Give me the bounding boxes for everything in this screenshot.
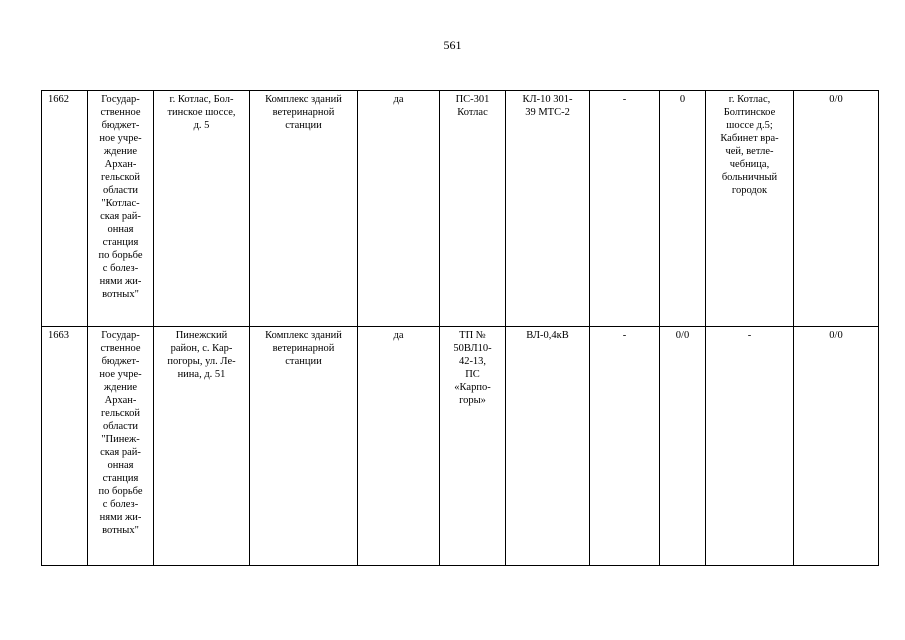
cell-location — [706, 327, 794, 566]
cell-organization — [88, 327, 154, 566]
cell-text-line: Архан- — [104, 395, 137, 406]
cell-text-line: тинское шоссе, — [167, 107, 236, 118]
cell-text-line: с болез- — [102, 499, 139, 510]
cell-text-line: гельской — [101, 408, 140, 419]
cell-text-line: ственное — [100, 107, 141, 118]
cell-address — [154, 327, 250, 566]
cell-text-line: области — [102, 421, 139, 432]
cell-text-line: по борьбе — [98, 486, 143, 497]
cell-text-line: ПС-301 — [455, 94, 490, 105]
cell-text-line: ветеринарной — [272, 107, 335, 118]
cell-text-line: 0/0 — [675, 330, 690, 341]
cell-text-line: ждение — [103, 382, 138, 393]
cell-text-line: Кабинет вра- — [720, 133, 779, 144]
cell-text-line: ская рай- — [100, 211, 141, 222]
cell-text-line: ждение — [103, 146, 138, 157]
cell-text-line: Государ- — [101, 330, 140, 341]
cell-text-line: станции — [285, 356, 322, 367]
cell-text-line: с болез- — [102, 263, 139, 274]
cell-text-line: ное учре- — [99, 369, 142, 380]
cell-number: 1663 — [42, 327, 88, 566]
cell-substation — [440, 91, 506, 327]
cell-text-line: ТП № — [459, 330, 486, 341]
cell-text-line: ственное — [100, 343, 141, 354]
cell-column-10 — [794, 91, 879, 327]
cell-column-7 — [590, 327, 660, 566]
cell-text-line: ПС — [465, 369, 480, 380]
cell-text-line: - — [747, 330, 752, 341]
cell-text-line: г. Котлас, — [728, 94, 771, 105]
cell-location — [706, 91, 794, 327]
table-row — [42, 91, 879, 327]
cell-text-line: чей, ветле- — [725, 146, 774, 157]
cell-text-line: ное учре- — [99, 133, 142, 144]
cell-text-line: онная — [107, 460, 134, 471]
cell-text-line: 0/0 — [829, 330, 843, 341]
cell-line — [506, 91, 590, 327]
table-body — [42, 91, 879, 566]
cell-object — [250, 91, 358, 327]
cell-text-line: Комплекс зданий — [265, 330, 342, 341]
document-table — [41, 90, 879, 566]
cell-text-line: - — [622, 94, 627, 105]
cell-object — [250, 327, 358, 566]
cell-text-line: чебница, — [729, 159, 770, 170]
cell-column-8 — [660, 327, 706, 566]
cell-text-line: Котлас — [457, 107, 488, 118]
cell-text-line: 0/0 — [829, 94, 843, 105]
page-number: 561 — [443, 38, 462, 52]
cell-text-line: да — [393, 330, 404, 341]
cell-text-line: станция — [102, 473, 139, 484]
cell-text-line: погоры, ул. Ле- — [167, 356, 236, 367]
cell-text-line: КЛ-10 301- — [522, 94, 573, 105]
cell-text-line: Государ- — [101, 94, 140, 105]
cell-column-7 — [590, 91, 660, 327]
cell-text-line: Пинежский — [175, 330, 228, 341]
cell-text-line: по борьбе — [98, 250, 143, 261]
cell-text-line: ская рай- — [100, 447, 141, 458]
cell-substation — [440, 327, 506, 566]
cell-text-line: гельской — [101, 172, 140, 183]
cell-text-line: горы» — [459, 395, 486, 406]
cell-text-line: онная — [107, 224, 134, 235]
cell-column-10 — [794, 327, 879, 566]
cell-text-line: "Пинеж- — [101, 434, 140, 445]
table-row — [42, 327, 879, 566]
cell-text-line: "Котлас- — [101, 198, 140, 209]
cell-number: 1662 — [42, 91, 88, 327]
cell-text-line: ВЛ-0,4кВ — [526, 330, 569, 341]
cell-flag — [358, 91, 440, 327]
cell-address — [154, 91, 250, 327]
cell-text-line: станция — [102, 237, 139, 248]
cell-text-line: Архан- — [104, 159, 137, 170]
cell-text-line: 50ВЛ10- — [453, 343, 492, 354]
cell-text-line: городок — [731, 185, 768, 196]
cell-text-line: нями жи- — [99, 276, 142, 287]
cell-text-line: 39 МТС-2 — [525, 107, 570, 118]
cell-text-line: станции — [285, 120, 322, 131]
cell-text-line: район, с. Кар- — [170, 343, 233, 354]
cell-text-line: области — [102, 185, 139, 196]
cell-text-line: больничный — [721, 172, 778, 183]
cell-text-line: д. 5 — [193, 120, 210, 131]
cell-text-line: Комплекс зданий — [265, 94, 342, 105]
cell-line — [506, 327, 590, 566]
cell-column-8 — [660, 91, 706, 327]
cell-text-line: бюджет- — [101, 120, 140, 131]
cell-text-line: шоссе д.5; — [726, 120, 773, 131]
cell-text-line: бюджет- — [101, 356, 140, 367]
cell-text-line: 0 — [679, 94, 686, 105]
cell-text-line: г. Котлас, Бол- — [169, 94, 234, 105]
cell-text-line: да — [393, 94, 404, 105]
cell-organization — [88, 91, 154, 327]
cell-text-line: Болтинское — [723, 107, 776, 118]
cell-text-line: 42-13, — [458, 356, 487, 367]
cell-text-line: вотных" — [102, 289, 139, 300]
cell-text-line: вотных" — [102, 525, 139, 536]
cell-text-line: «Карпо- — [454, 382, 491, 393]
cell-text-line: ветеринарной — [272, 343, 335, 354]
cell-text-line: - — [622, 330, 627, 341]
cell-flag — [358, 327, 440, 566]
cell-text-line: нина, д. 51 — [177, 369, 226, 380]
cell-text-line: нями жи- — [99, 512, 142, 523]
